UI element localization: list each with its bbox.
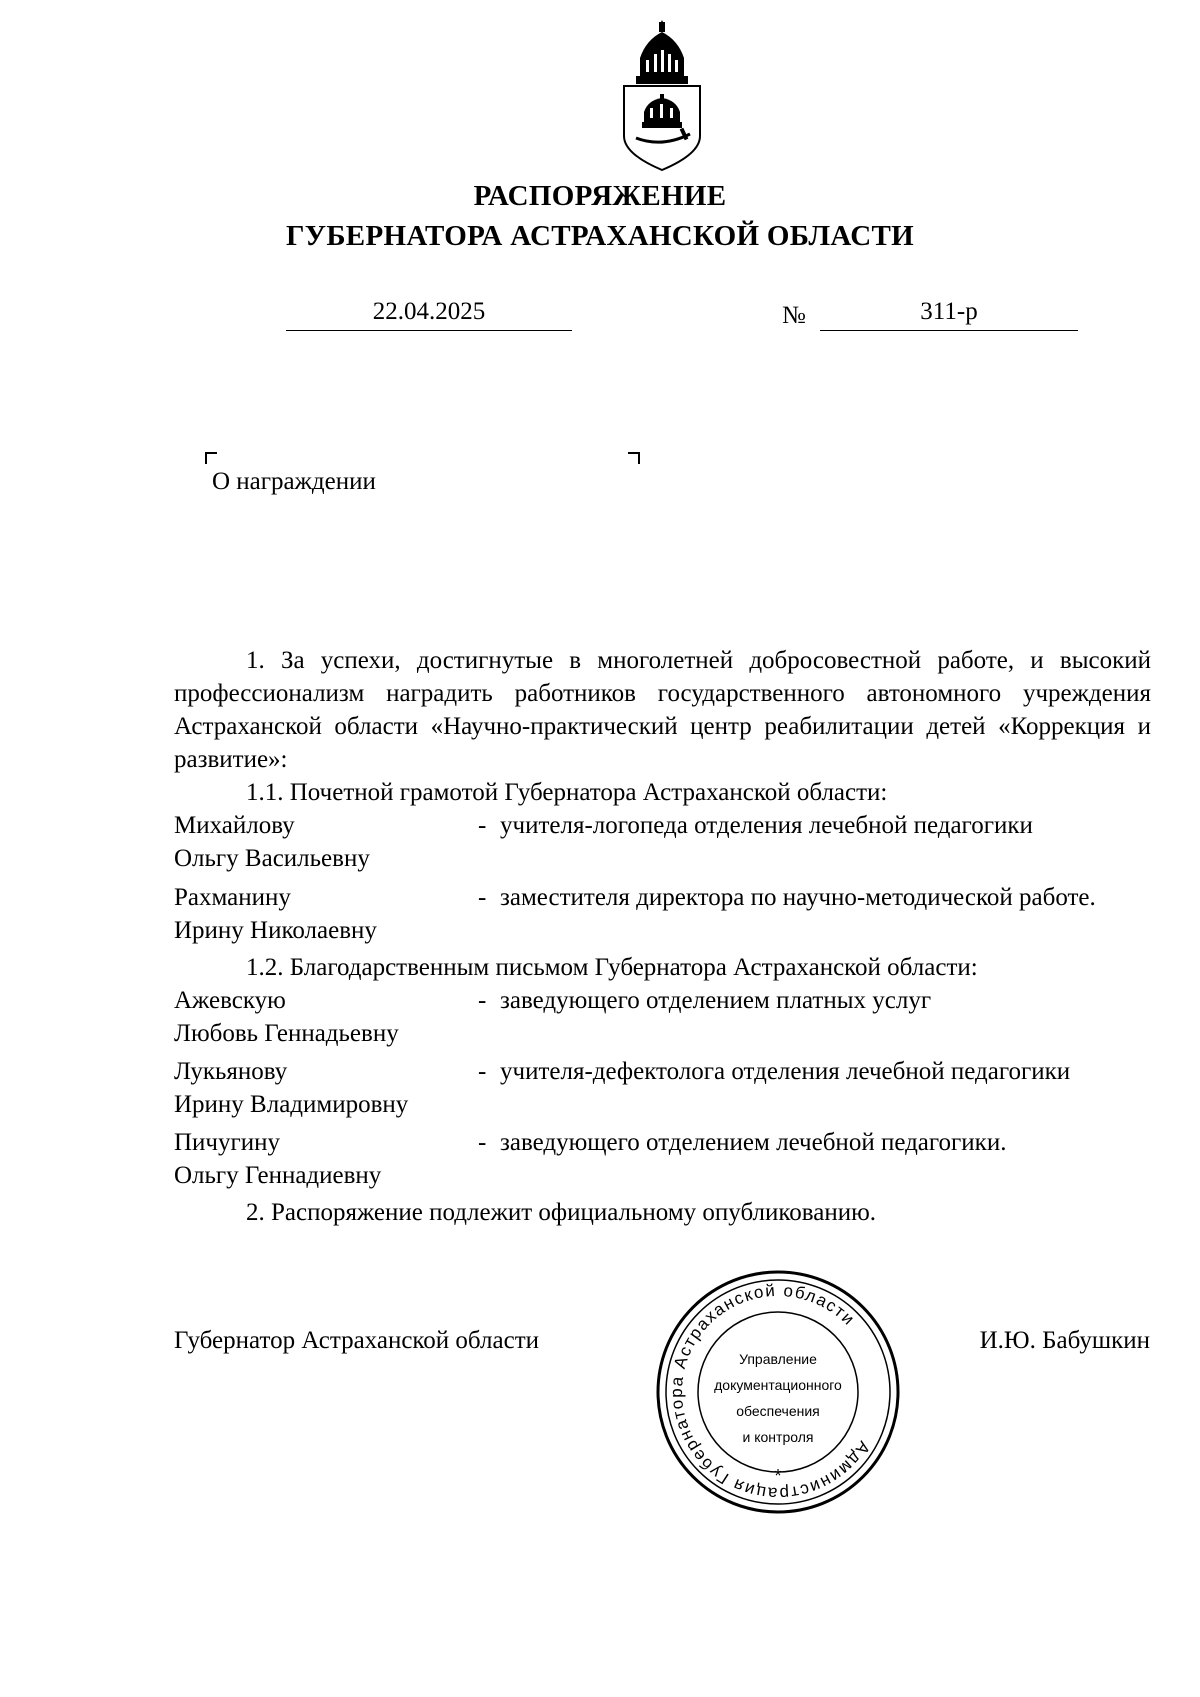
award-row [174, 1126, 1151, 1194]
recipient-position: заместителя директора по научно-методической работе. [500, 884, 1096, 911]
document-type-title: РАСПОРЯЖЕНИЕ [473, 180, 727, 212]
row-dash: - [478, 1058, 487, 1085]
row-dash: - [478, 987, 487, 1014]
stamp-ring-text: Администрация Губернатора Астраханской области [666, 1280, 874, 1504]
issuer-title: ГУБЕРНАТОРА АСТРАХАНСКОЙ ОБЛАСТИ [286, 220, 914, 252]
recipient-position: заведующего отделением лечебной педагогики. [500, 1129, 1007, 1156]
award-row [174, 984, 1151, 1052]
paragraph-2: 2. Распоряжение подлежит официальному опубликованию. [246, 1199, 877, 1226]
stamp-center-line: обеспечения [736, 1403, 820, 1419]
recipient-surname: Ажевскую [174, 987, 286, 1014]
recipient-given-names: Ольгу Васильевну [174, 845, 370, 872]
recipient-position: заведующего отделением платных услуг [500, 987, 932, 1014]
paragraph-1: 1. За успехи, достигнутые в многолетней добросовестной работе, и высокий профессионализм наградить работников государственного автономного учреждения Астраханской области «Научно-практический центр реабилитации детей «Коррекция и развитие»: [174, 647, 1151, 773]
coat-of-arms-icon [618, 20, 706, 172]
recipient-surname: Рахманину [174, 884, 291, 911]
recipient-surname: Пичугину [174, 1129, 281, 1156]
recipient-given-names: Любовь Геннадьевну [174, 1020, 399, 1047]
official-stamp [654, 1268, 902, 1516]
stamp-center-line: документационного [714, 1377, 842, 1393]
stamp-star: * [774, 1466, 782, 1486]
row-dash: - [478, 1129, 487, 1156]
date-underline [286, 330, 572, 331]
award-row [174, 881, 1151, 949]
recipient-given-names: Ирину Николаевну [174, 917, 377, 944]
recipient-surname: Лукьянову [174, 1058, 288, 1085]
stamp-center-line: и контроля [742, 1429, 814, 1445]
signatory-name: И.Ю. Бабушкин [979, 1327, 1150, 1354]
section-2-heading: 1.2. Благодарственным письмом Губернатора Астраханской области: [246, 954, 978, 981]
section-1-heading: 1.1. Почетной грамотой Губернатора Астраханской области: [246, 779, 888, 806]
recipient-position: учителя-дефектолога отделения лечебной педагогики [500, 1058, 1071, 1085]
date-value: 22.04.2025 [372, 298, 486, 325]
recipient-position: учителя-логопеда отделения лечебной педагогики [500, 812, 1033, 839]
subject-corner-left [205, 452, 217, 464]
row-dash: - [478, 884, 487, 911]
recipient-surname: Михайлову [174, 812, 295, 839]
award-row [174, 1055, 1151, 1123]
document-subject: О награждении [212, 468, 376, 495]
recipient-given-names: Ирину Владимировну [174, 1091, 409, 1118]
award-row [174, 809, 1151, 877]
stamp-center-line: Управление [739, 1351, 817, 1367]
number-value: 311-р [920, 298, 978, 325]
subject-corner-right [628, 452, 640, 464]
row-dash: - [478, 812, 487, 839]
number-underline [820, 330, 1078, 331]
recipient-given-names: Ольгу Геннадиевну [174, 1162, 382, 1189]
number-label: № [782, 302, 806, 329]
signatory-title: Губернатор Астраханской области [174, 1327, 540, 1354]
